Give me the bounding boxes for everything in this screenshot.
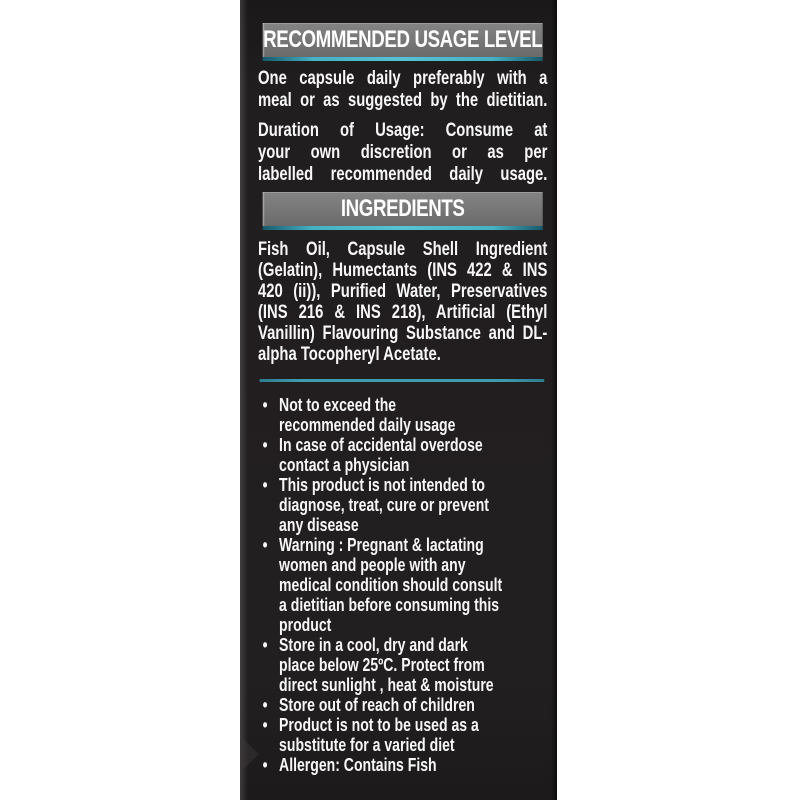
bullet-icon: • (262, 535, 268, 555)
usage-line: meal or as suggested by the dietitian. (258, 90, 548, 111)
bullet-icon: • (262, 475, 268, 495)
usage-section-title: RECOMMENDED USAGE LEVEL (263, 26, 543, 53)
label-right-edge-shadow (551, 0, 557, 800)
duration-paragraph (258, 120, 547, 186)
bullet-icon: • (262, 635, 268, 655)
precaution-line: direct sunlight , heat & moisture (279, 675, 494, 695)
precaution-line: women and people with any (279, 555, 466, 575)
precaution-line: Store out of reach of children (279, 695, 475, 715)
section-divider (260, 379, 545, 382)
list-item (263, 695, 548, 715)
label-panel (240, 0, 557, 800)
duration-line: your own discretion or as per (258, 142, 548, 163)
precaution-line: This product is not intended to (279, 475, 485, 495)
ingredients-line: 420 (ii)), Purified Water, Preservatives (258, 281, 548, 302)
bullet-icon: • (262, 435, 268, 455)
precaution-line: Product is not to be used as a (279, 715, 479, 735)
usage-section-header (263, 23, 543, 57)
precaution-line: place below 25ºC. Protect from (279, 655, 485, 675)
bullet-icon: • (262, 395, 268, 415)
list-item (263, 635, 548, 695)
precaution-line: medical condition should consult (279, 575, 503, 595)
label-content (258, 0, 547, 775)
list-item (263, 435, 548, 475)
precaution-line: diagnose, treat, cure or prevent (279, 495, 489, 515)
duration-line: labelled recommended daily usage. (258, 164, 548, 185)
bullet-icon: • (262, 695, 268, 715)
ingredients-line: alpha Tocopheryl Acetate. (258, 344, 441, 365)
list-item (263, 395, 548, 435)
list-item (263, 715, 548, 755)
precaution-line: recommended daily usage (279, 415, 456, 435)
ingredients-line: (Gelatin), Humectants (INS 422 & INS (258, 260, 548, 281)
precaution-line: In case of accidental overdose (279, 435, 483, 455)
list-item (263, 535, 548, 635)
precaution-line: a dietitian before consuming this (279, 595, 500, 615)
precaution-line: Not to exceed the (279, 395, 397, 415)
ingredients-section-header (263, 192, 543, 226)
usage-paragraph (258, 68, 547, 112)
precaution-line: any disease (279, 515, 359, 535)
bullet-icon: • (262, 755, 268, 775)
ingredients-line: Vanillin) Flavouring Substance and DL- (258, 323, 548, 344)
precautions-list (258, 395, 547, 775)
precaution-line: product (279, 615, 332, 635)
precaution-line: Allergen: Contains Fish (279, 755, 437, 775)
label-left-edge-highlight (240, 0, 248, 800)
ingredients-section-title: INGREDIENTS (340, 195, 465, 222)
precaution-line: contact a physician (279, 455, 410, 475)
precaution-line: Store in a cool, dry and dark (279, 635, 468, 655)
list-item (263, 755, 548, 775)
list-item (263, 475, 548, 535)
ingredients-line: Fish Oil, Capsule Shell Ingredient (258, 239, 548, 260)
duration-line: Duration of Usage: Consume at (258, 120, 548, 141)
precaution-line: substitute for a varied diet (279, 735, 455, 755)
usage-line: One capsule daily preferably with a (258, 68, 548, 89)
precaution-line: Warning : Pregnant & lactating (279, 535, 484, 555)
bullet-icon: • (262, 715, 268, 735)
ingredients-line: (INS 216 & INS 218), Artificial (Ethyl (258, 302, 548, 323)
ingredients-paragraph (258, 239, 547, 365)
